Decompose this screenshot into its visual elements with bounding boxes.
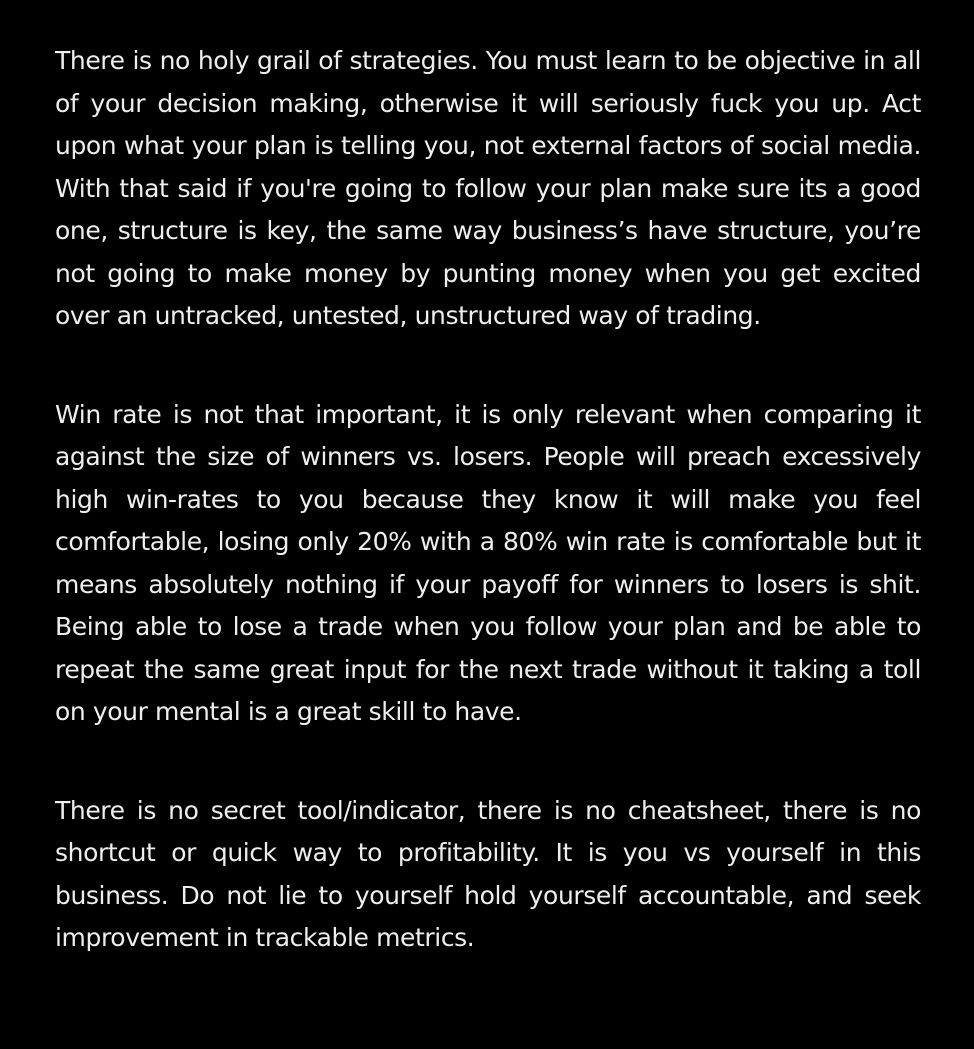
- document-body: [55, 40, 921, 960]
- paragraph-win-rate: Win rate is not that important, it is only relevant when comparing it against the size of winners vs. losers. People will preach excessively high win-rates to you because they know it will make you feel comfortable, losing only 20% with a 80% win rate is comfortable but it means absolutely nothing if your payoff for winners to losers is shit. Being able to lose a trade when you follow your plan and be able to repeat the same great input for the next trade without it taking a toll on your mental is a great skill to have.: [55, 399, 921, 726]
- paragraph-no-secret-tool: There is no secret tool/indicator, there is no cheatsheet, there is no shortcut or quick way to profitability. It is you vs yourself in this business. Do not lie to yourself hold yourself accountable, and seek improvement in trackable metrics.: [55, 795, 921, 952]
- paragraph-holy-grail: There is no holy grail of strategies. You must learn to be objective in all of your decision making, otherwise it will seriously fuck you up. Act upon what your plan is telling you, not external factors of social media. With that said if you're going to follow your plan make sure its a good one, structure is key, the same way business’s have structure, you’re not going to make money by punting money when you get excited over an untracked, untested, unstructured way of trading.: [55, 46, 921, 330]
